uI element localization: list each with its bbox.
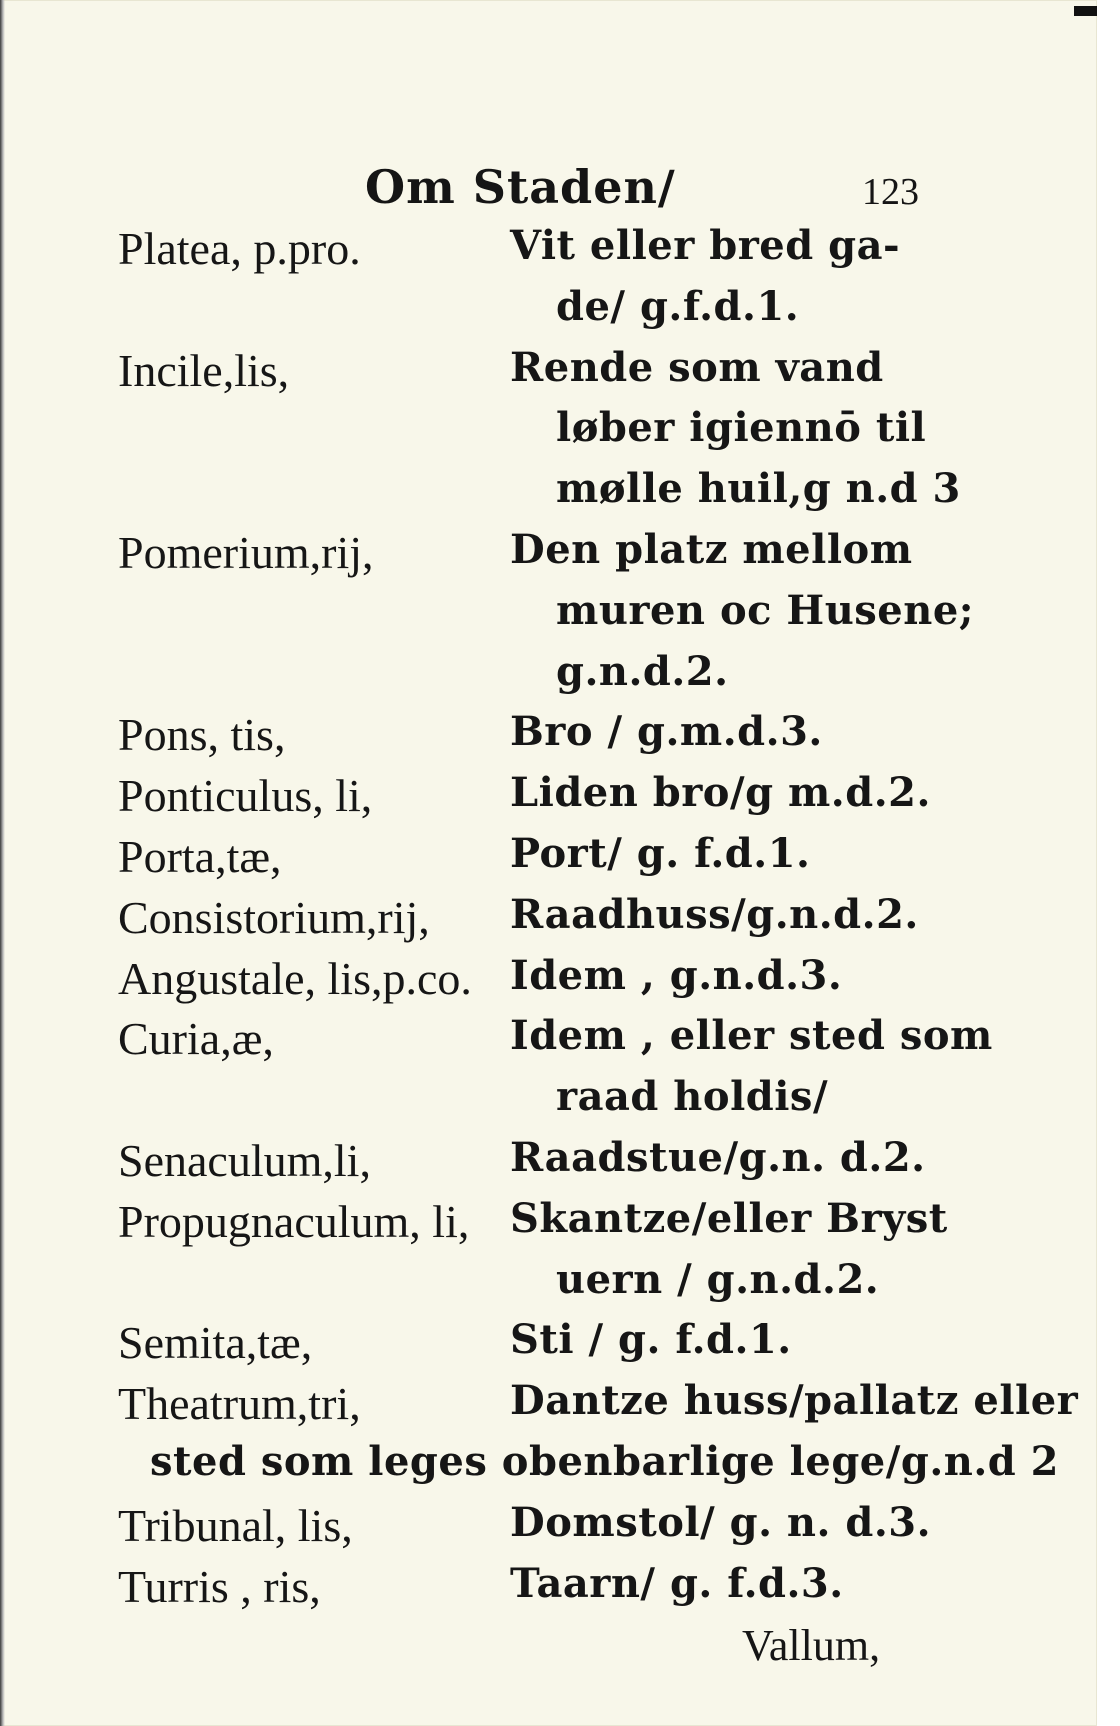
danish-gloss: de/ g.f.d.1. xyxy=(556,282,800,330)
entry-line xyxy=(0,404,1097,460)
entry-line xyxy=(0,1256,1097,1312)
entry-line xyxy=(0,708,1097,764)
entry-line xyxy=(0,891,1097,947)
entry-line xyxy=(0,1499,1097,1555)
latin-term: Platea, p.pro. xyxy=(118,223,361,274)
entry-line xyxy=(0,830,1097,886)
latin-term: Porta,tæ, xyxy=(118,831,282,882)
danish-gloss: uern / g.n.d.2. xyxy=(556,1255,880,1303)
danish-gloss: Liden bro/g m.d.2. xyxy=(510,769,931,817)
danish-gloss: Rende som vand xyxy=(510,343,884,391)
danish-gloss: raad holdis/ xyxy=(556,1073,829,1121)
latin-term: Turris , ris, xyxy=(118,1560,321,1612)
danish-gloss: Raadstue/g.n. d.2. xyxy=(510,1134,926,1181)
danish-gloss: Raadhuss/g.n.d.2. xyxy=(510,890,919,938)
danish-gloss: Port/ g. f.d.1. xyxy=(510,830,811,877)
latin-term: Theatrum,tri, xyxy=(118,1378,361,1430)
entry-line xyxy=(0,222,1097,278)
danish-gloss: Skantze/eller Bryst xyxy=(510,1194,948,1242)
latin-term: Pomerium,rij, xyxy=(118,527,374,578)
danish-gloss: Domstol/ g. n. d.3. xyxy=(510,1498,932,1546)
latin-term: Incile,lis, xyxy=(118,344,290,396)
latin-term: Angustale, lis,p.co. xyxy=(118,952,472,1004)
danish-gloss: Sti / g. f.d.1. xyxy=(510,1316,792,1364)
danish-gloss: g.n.d.2. xyxy=(556,647,729,695)
latin-term: Consistorium,rij, xyxy=(118,891,430,943)
latin-term: Senaculum,li, xyxy=(118,1135,371,1186)
catchword: Vallum, xyxy=(742,1621,881,1671)
danish-gloss: Vit eller bred ga- xyxy=(510,222,901,269)
danish-gloss: sted som leges obenbarlige lege/g.n.d 2 xyxy=(150,1438,1059,1485)
entry-line xyxy=(0,648,1097,704)
latin-term: Propugnaculum, li, xyxy=(118,1195,470,1247)
entry-line xyxy=(0,1073,1097,1129)
page-header xyxy=(0,160,1097,220)
latin-term: Pons, tis, xyxy=(118,709,286,761)
entry-line xyxy=(0,1134,1097,1190)
scan-edge-mark xyxy=(1074,6,1097,16)
entry-line xyxy=(0,1012,1097,1068)
entry-line xyxy=(0,526,1097,582)
danish-gloss: Idem , g.n.d.3. xyxy=(510,951,843,999)
danish-gloss: Den platz mellom xyxy=(510,526,913,573)
latin-term: Curia,æ, xyxy=(118,1013,274,1065)
entry-line xyxy=(0,769,1097,825)
entry-line xyxy=(0,465,1097,521)
page-number: 123 xyxy=(862,171,919,213)
entry-line xyxy=(0,952,1097,1008)
entry-line xyxy=(0,283,1097,339)
entry-line xyxy=(0,587,1097,643)
danish-gloss: løber igiennō til xyxy=(556,404,927,452)
entry-line xyxy=(0,1316,1097,1372)
danish-gloss: Dantze huss/pallatz eller xyxy=(510,1377,1079,1425)
danish-gloss: mølle huil,g n.d 3 xyxy=(556,465,961,513)
entry-line xyxy=(0,1560,1097,1616)
latin-term: Semita,tæ, xyxy=(118,1317,313,1369)
danish-gloss: Bro / g.m.d.3. xyxy=(510,708,823,756)
latin-term: Tribunal, lis, xyxy=(118,1499,353,1551)
entry-line xyxy=(0,344,1097,400)
entry-line xyxy=(0,1438,1097,1494)
entry-line xyxy=(0,1377,1097,1433)
running-title: Om Staden/ xyxy=(365,160,676,214)
danish-gloss: Idem , eller sted som xyxy=(510,1012,993,1060)
danish-gloss: Taarn/ g. f.d.3. xyxy=(510,1559,844,1607)
entry-line xyxy=(0,1195,1097,1251)
latin-term: Ponticulus, li, xyxy=(118,770,373,822)
danish-gloss: muren oc Husene; xyxy=(556,586,975,634)
